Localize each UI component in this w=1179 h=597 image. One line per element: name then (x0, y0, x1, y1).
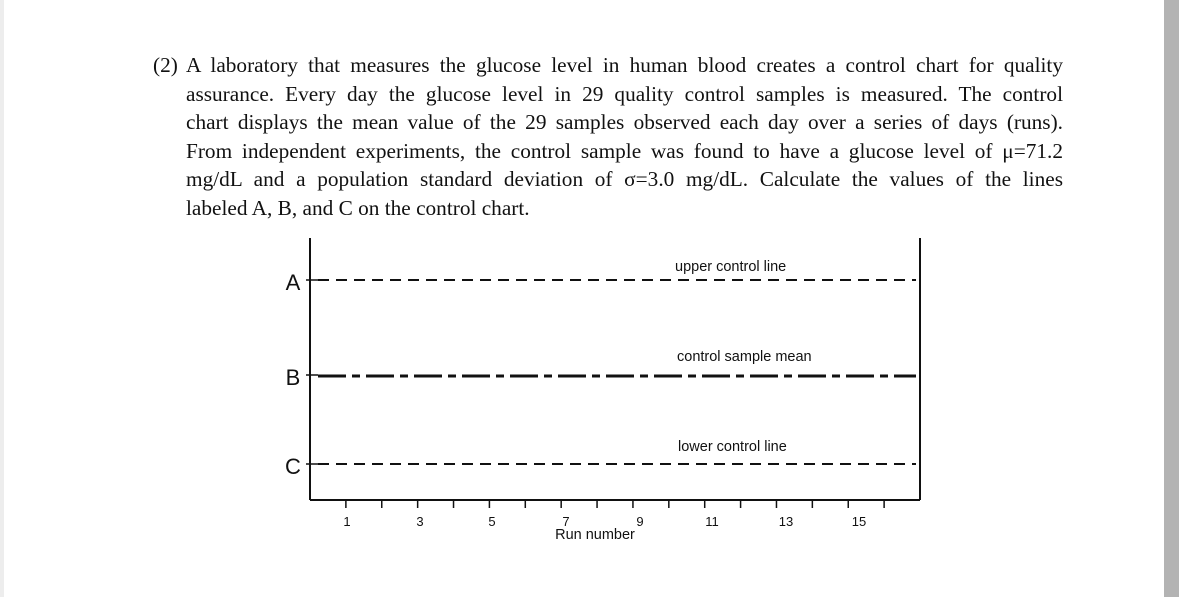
x-tick-label-13: 13 (778, 514, 794, 529)
line-b-label: B (285, 365, 301, 390)
x-tick-label-9: 9 (636, 514, 644, 529)
line-c-label: C (285, 454, 301, 479)
lower-control-line-caption: lower control line (678, 439, 787, 455)
problem-line-1: (2) A laboratory that measures the glucose level in human blood creates a control chart for quality (153, 51, 1063, 80)
problem-line-3: chart displays the mean value of the 29 samples observed each day over a series of days (runs). (186, 110, 1063, 135)
x-tick-label-5: 5 (488, 514, 496, 529)
upper-control-line-caption: upper control line (675, 259, 787, 275)
problem-line-4: From independent experiments, the control sample was found to have a glucose level of μ=71.2 (186, 138, 1063, 163)
x-axis-title: Run number (555, 527, 635, 543)
x-tick-group (346, 500, 884, 508)
x-tick-label-3: 3 (416, 514, 424, 529)
x-tick-label-15: 15 (851, 514, 867, 529)
x-tick-label-11: 11 (705, 514, 719, 529)
x-tick-label-7: 7 (562, 514, 570, 529)
x-tick-label-1: 1 (343, 514, 351, 529)
problem-line-5: mg/dL and a population standard deviation of σ=3.0 mg/dL. Calculate the values of the lines (186, 167, 1063, 192)
control-sample-mean-caption: control sample mean (677, 349, 812, 365)
line-a-label: A (285, 270, 301, 295)
page-right-edge (1164, 0, 1179, 597)
problem-line-2: assurance. Every day the glucose level in 29 quality control samples is measured. The control (186, 81, 1063, 106)
problem-line-6: labeled A, B, and C on the control chart. (186, 195, 530, 220)
problem-number: (2) (153, 53, 178, 77)
